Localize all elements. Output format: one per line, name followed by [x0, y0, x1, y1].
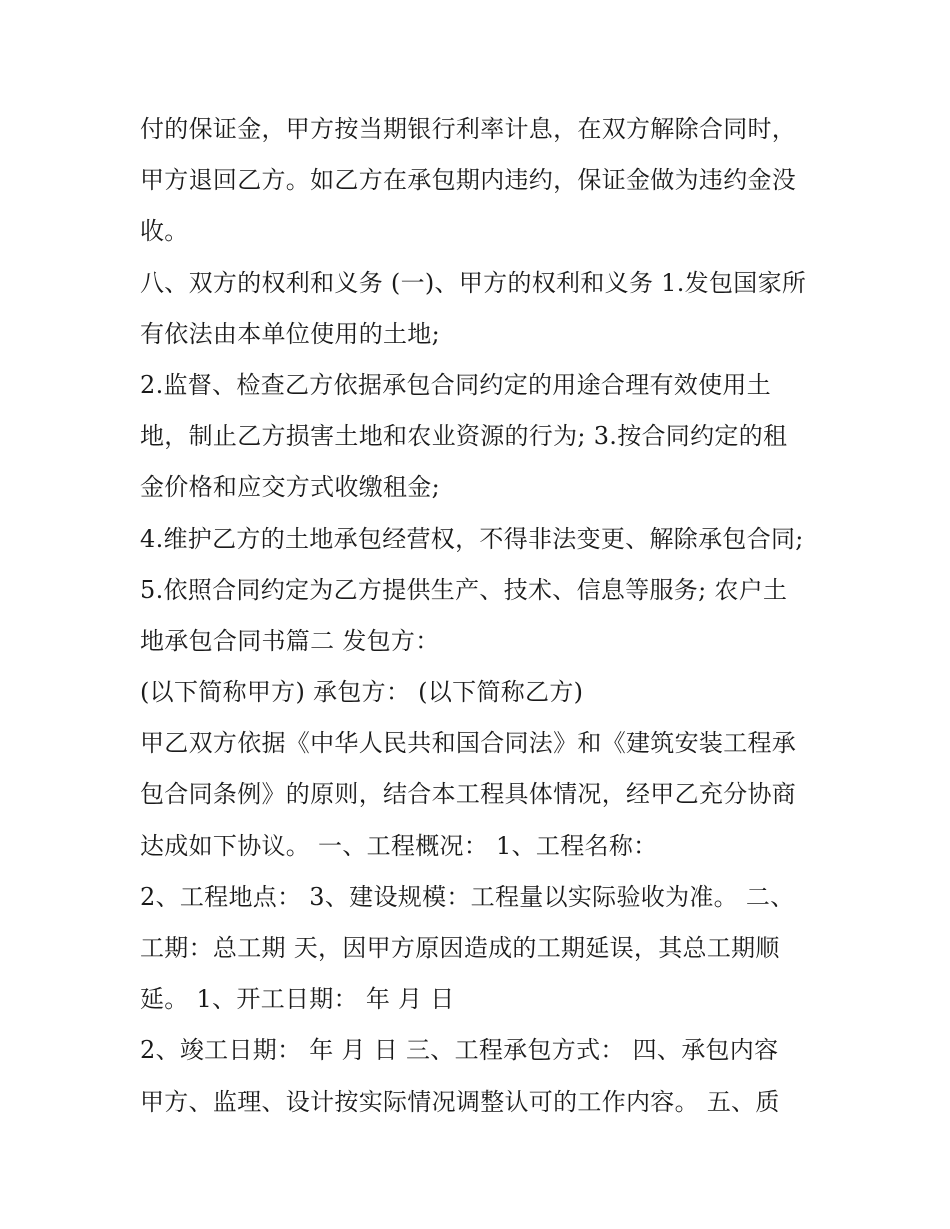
text-line: 付的保证金，甲方按当期银行利率计息，在双方解除合同时， — [140, 115, 797, 143]
text-line: 2、竣工日期： 年 月 日 三、工程承包方式： 四、承包内容 — [140, 1036, 779, 1065]
text-line: 甲方、监理、设计按实际情况调整认可的工作内容。 五、质 — [140, 1087, 780, 1116]
text-line: 2、工程地点： 3、建设规模：工程量以实际验收为准。 二、 — [140, 882, 795, 911]
text-line: 5.依照合同约定为乙方提供生产、技术、信息等服务; 农户土 — [140, 575, 788, 604]
text-line: 金价格和应交方式收缴租金; — [140, 473, 440, 502]
text-line: 包合同条例》的原则，结合本工程具体情况，经甲乙充分协商 — [140, 780, 797, 809]
text-line: 工期：总工期 天，因甲方原因造成的工期延误，其总工期顺 — [140, 934, 780, 962]
text-line: 收。 — [140, 217, 189, 246]
text-line: 地承包合同书篇二 发包方： — [140, 626, 440, 655]
text-line: 延。 1、开工日期： 年 月 日 — [140, 985, 455, 1014]
text-line: (以下简称甲方) 承包方： (以下简称乙方) — [140, 678, 584, 707]
text-line: 地，制止乙方损害土地和农业资源的行为; 3.按合同约定的租 — [140, 422, 788, 451]
text-line: 达成如下协议。 一、工程概况： 1、工程名称： — [140, 831, 658, 860]
text-line: 有依法由本单位使用的土地; — [140, 319, 440, 348]
text-line: 甲方退回乙方。如乙方在承包期内违约，保证金做为违约金没 — [140, 166, 797, 195]
text-line: 2.监督、检查乙方依据承包合同约定的用途合理有效使用土 — [140, 370, 771, 399]
text-line: 4.维护乙方的土地承包经营权，不得非法变更、解除承包合同; — [140, 524, 804, 553]
text-line: 八、双方的权利和义务 (一)、甲方的权利和义务 1.发包国家所 — [140, 268, 807, 297]
contract-text-body — [140, 104, 830, 1128]
text-line: 甲乙双方依据《中华人民共和国合同法》和《建筑安装工程承 — [140, 729, 797, 758]
